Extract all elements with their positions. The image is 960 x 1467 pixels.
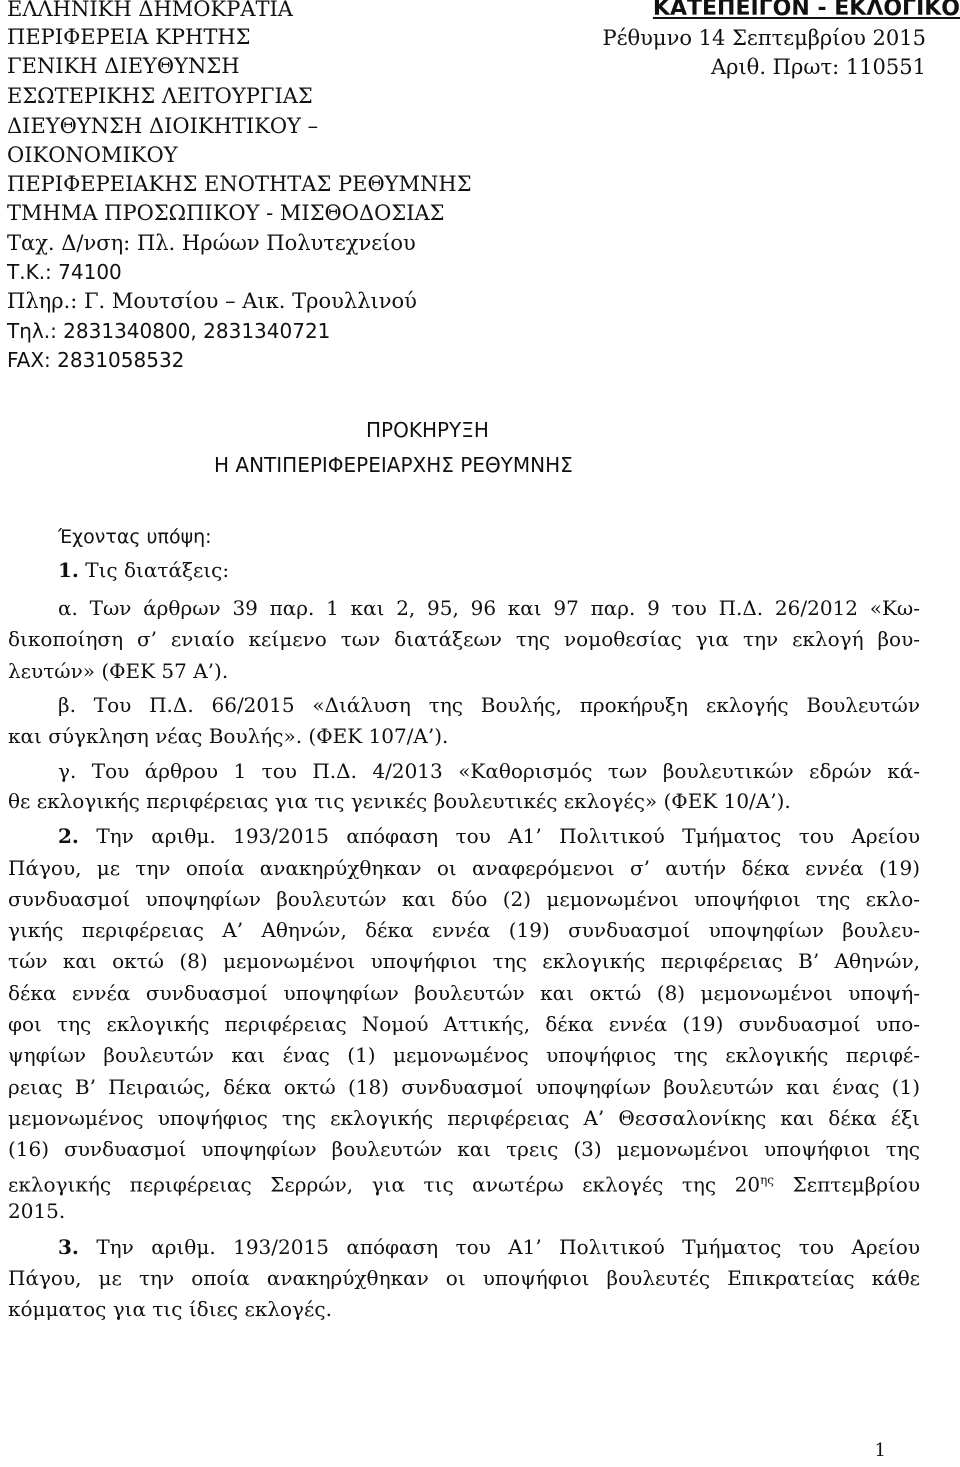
item-2-line: τών και οκτώ (8) μεμονωμένοι υποψήφιοι της εκλογικής περιφέρειας Β’ Αθηνών,	[8, 949, 920, 973]
header-line: ΕΛΛΗΝΙΚΗ ΔΗΜΟΚΡΑΤΙΑ	[7, 0, 293, 21]
item-2-line: ψηφίων βουλευτών και ένας (1) μεμονωμένος υποψήφιος της εκλογικής περιφέ-	[8, 1043, 920, 1067]
ordinal-suffix: ης	[760, 1173, 775, 1187]
item-2-line: συνδυασμοί υποψηφίων βουλευτών και δύο (2) μεμονωμένοι υποψήφιοι της εκλο-	[8, 887, 920, 911]
item-2-first-line	[58, 824, 920, 848]
item-2-number: 2.	[58, 824, 79, 848]
item-2-line: δέκα εννέα συνδυασμοί υποψηφίων βουλευτών και οκτώ (8) μεμονωμένοι υποψή-	[8, 981, 920, 1005]
header-line: Τηλ.: 2831340800, 2831340721	[7, 319, 331, 343]
paragraph-c-line: γ. Του άρθρου 1 του Π.Δ. 4/2013 «Καθορισμός των βουλευτικών εδρών κά-	[58, 759, 920, 783]
header-line: ΤΜΗΜΑ ΠΡΟΣΩΠΙΚΟΥ - ΜΙΣΘΟΔΟΣΙΑΣ	[7, 201, 445, 225]
item-1-label: Τις διατάξεις:	[85, 558, 230, 582]
item-2-line: (16) συνδυασμοί υποψηφίων βουλευτών και τρεις (3) μεμονωμένοι υποψήφιοι της	[8, 1137, 920, 1161]
header-line: ΠΕΡΙΦΕΡΕΙΑΚΗΣ ΕΝΟΤΗΤΑΣ ΡΕΘΥΜΝΗΣ	[7, 172, 472, 196]
place-date: Ρέθυμνο 14 Σεπτεμβρίου 2015	[602, 26, 926, 50]
item-2-month: Σεπτεμβρίου	[774, 1172, 920, 1197]
paragraph-a-line: δικοποίηση σ’ ενιαίο κείμενο των διατάξεων της νομοθεσίας για την εκλογή βου-	[8, 627, 920, 651]
considering-label: Έχοντας υπόψη:	[58, 526, 212, 548]
header-line: Τ.Κ.: 74100	[7, 260, 122, 284]
paragraph-b-line: και σύγκληση νέας Βουλής». (ΦΕΚ 107/Α’).	[8, 724, 449, 748]
item-1-heading	[58, 558, 229, 582]
item-1-number: 1.	[58, 558, 79, 582]
header-line: Ταχ. Δ/νση: Πλ. Ηρώων Πολυτεχνείου	[7, 231, 416, 255]
header-line: ΠΕΡΙΦΕΡΕΙΑ ΚΡΗΤΗΣ	[7, 25, 251, 49]
paragraph-a-line: λευτών» (ΦΕΚ 57 Α’).	[8, 659, 229, 683]
item-3-line: Πάγου, με την οποία ανακηρύχθηκαν οι υποψήφιοι βουλευτές Επικρατείας κάθε	[8, 1266, 920, 1290]
item-3-text: Την αριθμ. 193/2015 απόφαση του Α1’ Πολιτικού Τμήματος του Αρείου	[96, 1235, 921, 1259]
paragraph-a-line: α. Των άρθρων 39 παρ. 1 και 2, 95, 96 και 97 παρ. 9 του Π.Δ. 26/2012 «Κω-	[58, 596, 920, 620]
paragraph-c-line: θε εκλογικής περιφέρειας για τις γενικές βουλευτικές εκλογές» (ΦΕΚ 10/Α’).	[8, 789, 791, 813]
item-3-number: 3.	[58, 1235, 79, 1259]
item-3-first-line	[58, 1235, 920, 1259]
item-2-date-text: εκλογικής περιφέρειας Σερρών, για τις ανωτέρω εκλογές της 20	[8, 1172, 761, 1197]
page-number: 1	[874, 1440, 886, 1461]
item-2-line: γικής περιφέρειας Α’ Αθηνών, δέκα εννέα (19) συνδυασμοί υποψηφίων βουλευ-	[8, 918, 920, 942]
item-2-line: μεμονωμένος υποψήφιος της εκλογικής περιφέρειας Α’ Θεσσαλονίκης και δέκα έξι	[8, 1106, 920, 1130]
header-line: ΕΣΩΤΕΡΙΚΗΣ ΛΕΙΤΟΥΡΓΙΑΣ	[7, 84, 313, 108]
urgent-label: ΚΑΤΕΠΕΙΓΟΝ - ΕΚΛΟΓΙΚΟ	[652, 0, 960, 21]
header-line: Πληρ.: Γ. Μουτσίου – Αικ. Τρουλλινού	[7, 289, 417, 313]
header-line: ΟΙΚΟΝΟΜΙΚΟΥ	[7, 143, 178, 167]
protocol-number: Αριθ. Πρωτ: 110551	[710, 55, 926, 79]
item-2-line: φοι της εκλογικής περιφέρειας Νομού Αττικής, δέκα εννέα (19) συνδυασμοί υπο-	[8, 1012, 920, 1036]
item-2-line: ρειας Β’ Πειραιώς, δέκα οκτώ (18) συνδυασμοί υποψηφίων βουλευτών και ένας (1)	[8, 1075, 920, 1099]
item-2-last-line: 2015.	[8, 1199, 66, 1223]
header-line: FAX: 2831058532	[7, 348, 185, 372]
header-line: ΓΕΝΙΚΗ ΔΙΕΥΘΥΝΣΗ	[7, 54, 240, 78]
item-3-line: κόμματος για τις ίδιες εκλογές.	[8, 1297, 332, 1321]
doc-subtitle: Η ΑΝΤΙΠΕΡΙΦΕΡΕΙΑΡΧΗΣ ΡΕΘΥΜΝΗΣ	[214, 453, 573, 477]
paragraph-b-line: β. Του Π.Δ. 66/2015 «Διάλυση της Βουλής, προκήρυξη εκλογής Βουλευτών	[58, 693, 920, 717]
header-line: ΔΙΕΥΘΥΝΣΗ ΔΙΟΙΚΗΤΙΚΟΥ –	[7, 114, 319, 138]
doc-title: ΠΡΟΚΗΡΥΞΗ	[366, 418, 489, 442]
item-2-line: Πάγου, με την οποία ανακηρύχθηκαν οι αναφερόμενοι σ’ αυτήν δέκα εννέα (19)	[8, 856, 920, 880]
item-2-date-line	[8, 1168, 920, 1197]
item-2-text: Την αριθμ. 193/2015 απόφαση του Α1’ Πολιτικού Τμήματος του Αρείου	[96, 824, 921, 848]
